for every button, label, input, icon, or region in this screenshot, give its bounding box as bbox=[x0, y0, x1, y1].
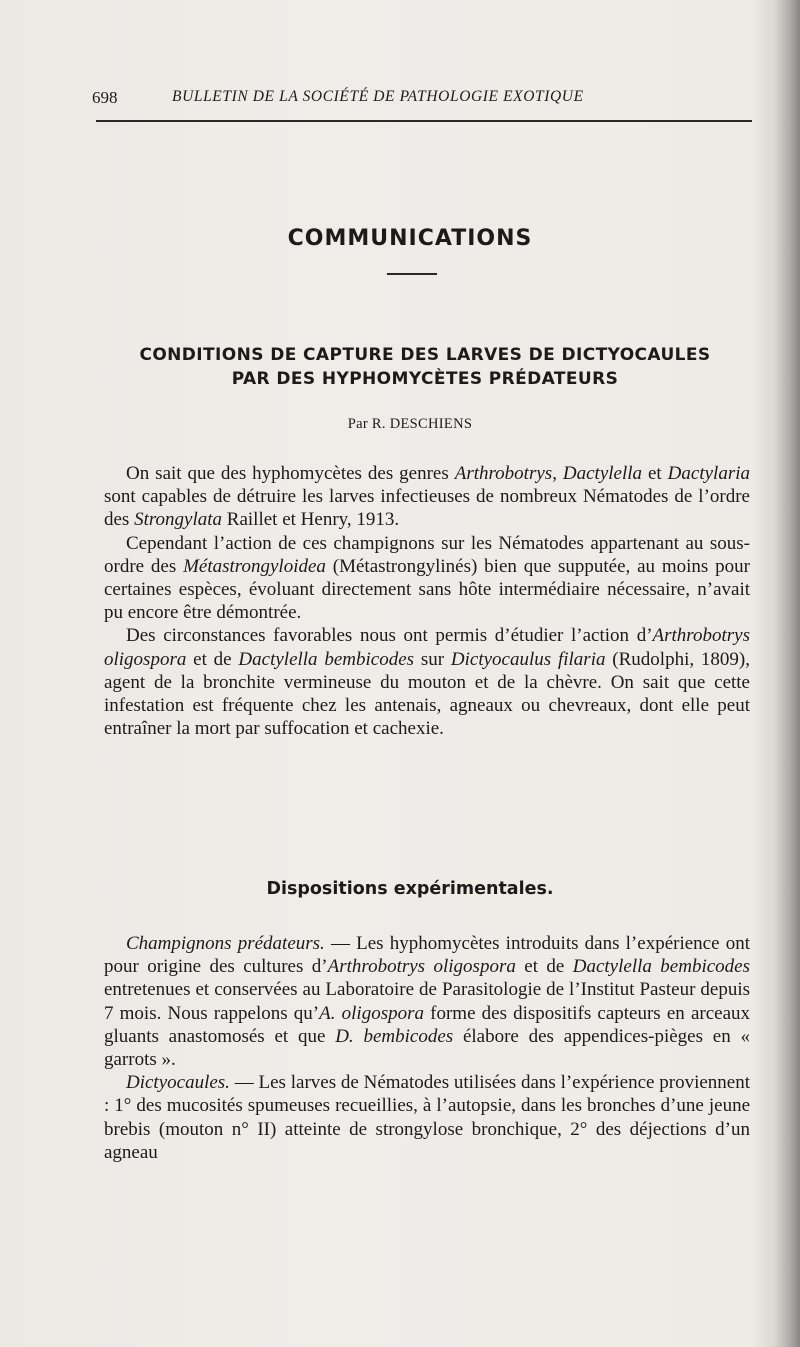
article-title-line-2: PAR DES HYPHOMYCÈTES PRÉDATEURS bbox=[231, 369, 619, 389]
article-body-intro bbox=[104, 462, 750, 740]
running-head bbox=[92, 86, 748, 110]
paragraph: Cependant l’action de ces champignons sur les Nématodes appartenant au sous-ordre des Métastrongyloidea (Métastrongylinés) bien que supputée, au moins pour certaines espèces, évoluant directement sans hôte intermédiaire nécessaire, n’avait pu encore être démontrée. bbox=[104, 532, 750, 624]
article-title bbox=[80, 343, 770, 391]
article-byline: Par R. DESCHIENS bbox=[347, 416, 473, 432]
subsection-heading: Dispositions expérimentales. bbox=[266, 879, 554, 899]
paragraph: Champignons prédateurs. — Les hyphomycètes introduits dans l’expérience ont pour origine des cultures d’Arthrobotrys oligospora et de Dactylella bembicodes entretenues et conservées au Laboratoire de Parasitologie de l’Institut Pasteur depuis 7 mois. Nous rappelons qu’A. oligospora forme des dispositifs capteurs en arceaux gluants anastomosés et que D. bembicodes élabore des appendices-pièges en « garrots ». bbox=[104, 933, 750, 1071]
page-edge-shadow bbox=[774, 0, 800, 1347]
paragraph: Dictyocaules. — Les larves de Nématodes utilisées dans l’expérience proviennent : 1° des mucosités spumeuses recueillies, à l’autopsie, dans les bronches d’une jeune brebis (mouton n° II) atteinte de strongylose bronchique, 2° des déjections d’un agneau bbox=[104, 1072, 750, 1163]
header-rule bbox=[96, 120, 752, 122]
article-body-methods bbox=[104, 932, 750, 1164]
article-title-line-1: CONDITIONS DE CAPTURE DES LARVES DE DICTYOCAULES bbox=[139, 345, 711, 365]
paragraph: On sait que des hyphomycètes des genres Arthrobotrys, Dactylella et Dactylaria sont capables de détruire les larves infectieuses de nombreux Nématodes de l’ordre des Strongylata Raillet et Henry, 1913. bbox=[104, 463, 750, 531]
section-divider bbox=[387, 273, 437, 275]
journal-title: BULLETIN DE LA SOCIÉTÉ DE PATHOLOGIE EXOTIQUE bbox=[172, 88, 584, 105]
paragraph: Des circonstances favorables nous ont permis d’étudier l’action d’Arthrobotrys oligospora et de Dactylella bembicodes sur Dictyocaulus filaria (Rudolphi, 1809), agent de la bronchite vermineuse du mouton et de la chèvre. On sait que cette infestation est fréquente chez les antenais, agneaux ou chevreaux, dont elle peut entraîner la mort par suffocation et cachexie. bbox=[104, 625, 750, 740]
page-number: 698 bbox=[92, 88, 118, 107]
section-heading: COMMUNICATIONS bbox=[287, 226, 533, 251]
